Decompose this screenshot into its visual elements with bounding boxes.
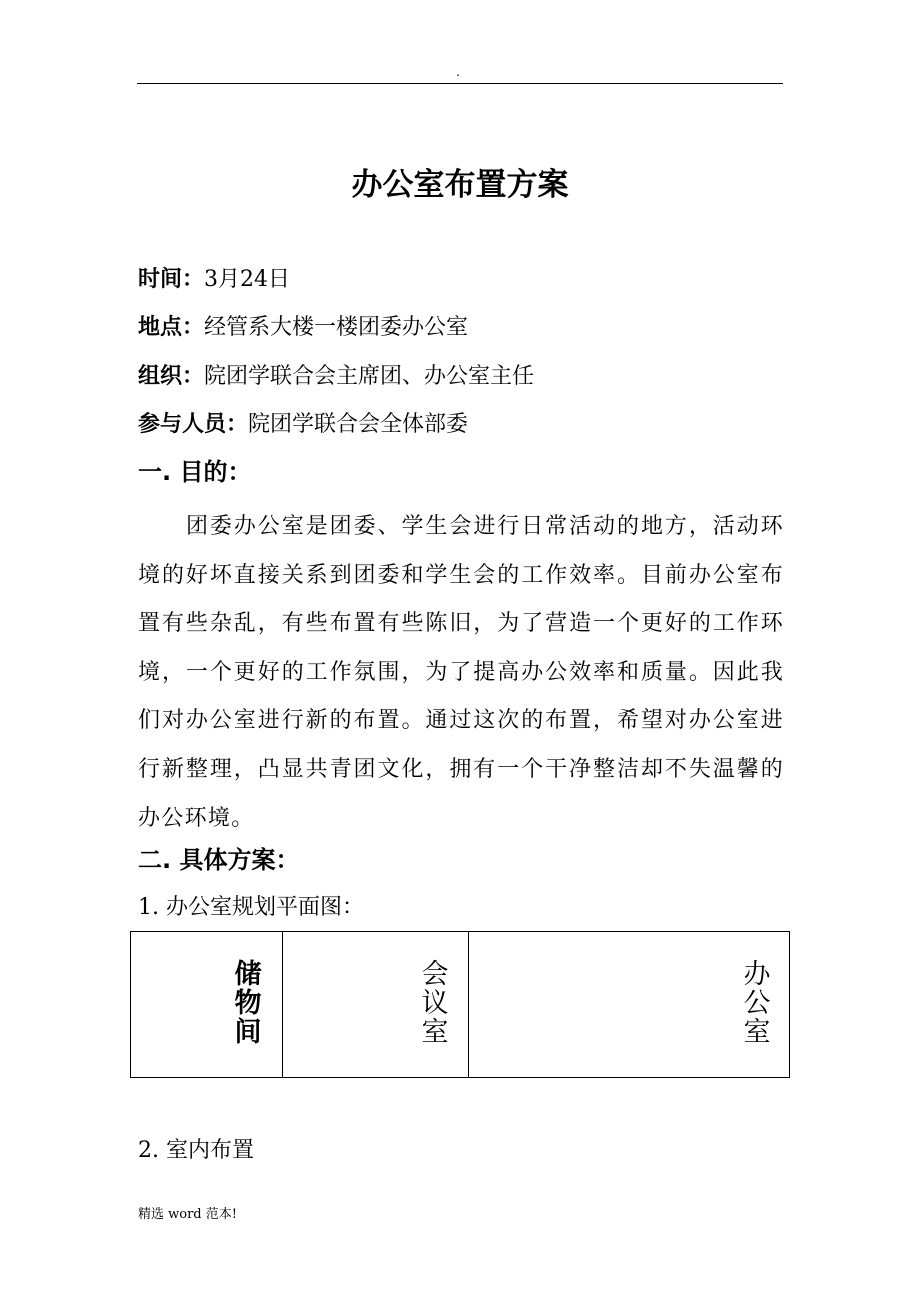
header-rule xyxy=(137,83,783,84)
page-title: 办公室布置方案 xyxy=(351,167,569,203)
subsection-interior-heading: 2. 室内布置 xyxy=(138,1138,254,1163)
info-organizer xyxy=(138,361,534,393)
info-location-label: 地点： xyxy=(138,315,205,340)
info-participants-value: 院团学联合会全体部委 xyxy=(248,412,469,437)
footer-note: 精选 word 范本! xyxy=(138,1207,237,1222)
room-storage xyxy=(131,932,282,1077)
section-plan-heading: 二. 具体方案： xyxy=(138,846,300,874)
info-time-value: 3月24日 xyxy=(204,267,291,292)
floor-plan-table xyxy=(130,931,790,1078)
subsection-floor-plan-heading: 1. 办公室规划平面图： xyxy=(138,895,364,920)
room-meeting xyxy=(282,932,468,1077)
section-purpose-heading: 一. 目的： xyxy=(138,458,252,486)
info-participants-label: 参与人员： xyxy=(138,412,249,437)
room-office-label: 办公室 xyxy=(743,959,771,1048)
info-time xyxy=(138,264,290,296)
room-storage-label: 储物间 xyxy=(234,959,262,1048)
info-participants xyxy=(138,409,468,441)
room-office xyxy=(468,932,789,1077)
purpose-paragraph: 团委办公室是团委、学生会进行日常活动的地方，活动环境的好坏直接关系到团委和学生会的工作效率。目前办公室布置有些杂乱，有些布置有些陈旧，为了营造一个更好的工作环境，一个更好的工作氛围，为了提高办公效率和质量。因此我们对办公室进行新的布置。通过这次的布置，希望对办公室进行新整理，凸显共青团文化，拥有一个干净整洁却不失温馨的办公环境。 xyxy=(138,514,784,831)
info-time-label: 时间： xyxy=(138,267,205,292)
info-organizer-value: 院团学联合会主席团、办公室主任 xyxy=(204,364,535,389)
room-meeting-label: 会议室 xyxy=(421,959,449,1048)
header-mark: . xyxy=(456,65,460,79)
info-location-value: 经管系大楼一楼团委办公室 xyxy=(204,315,469,340)
info-organizer-label: 组织： xyxy=(138,364,205,389)
info-location xyxy=(138,312,468,344)
